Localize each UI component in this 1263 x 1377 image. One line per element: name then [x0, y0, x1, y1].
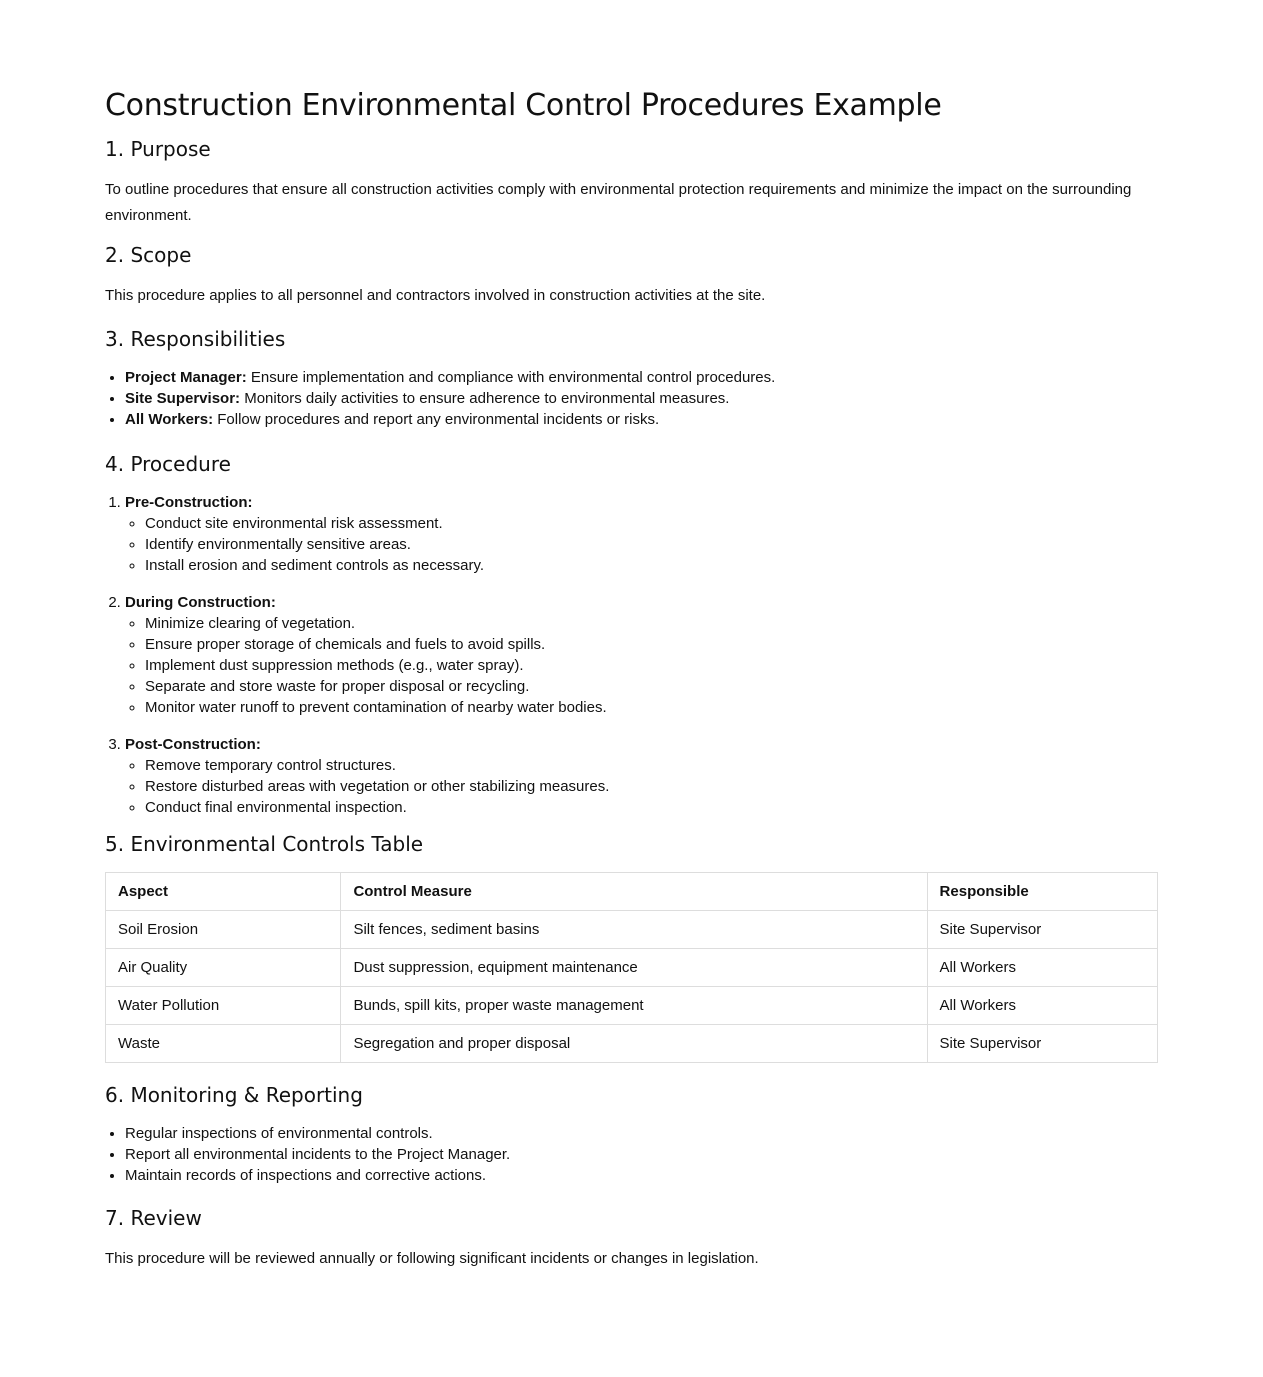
- list-item: ◦ Identify environmentally sensitive areas.: [145, 534, 1158, 555]
- list-item: ◦ Minimize clearing of vegetation.: [145, 613, 1158, 634]
- table-cell: Silt fences, sediment basins: [341, 911, 927, 949]
- heading-purpose: 1. Purpose: [105, 137, 211, 161]
- list-item: ◦ Conduct site environmental risk assessment.: [145, 513, 1158, 534]
- list-item: • Report all environmental incidents to the Project Manager.: [125, 1144, 1158, 1165]
- column-header: Control Measure: [341, 873, 927, 911]
- column-header: Responsible: [927, 873, 1157, 911]
- step-label: Post-Construction:: [125, 736, 261, 753]
- list-item: [125, 367, 1158, 388]
- step-label: Pre-Construction:: [125, 494, 253, 511]
- heading-table: 5. Environmental Controls Table: [105, 832, 424, 856]
- table-cell: Soil Erosion: [106, 911, 341, 949]
- table-row: [106, 949, 1158, 987]
- heading-responsibilities: 3. Responsibilities: [105, 327, 286, 351]
- list-item: ◦ Restore disturbed areas with vegetation or other stabilizing measures.: [145, 776, 1158, 797]
- list-item: ◦ Ensure proper storage of chemicals and fuels to avoid spills.: [145, 634, 1158, 655]
- table-cell: Site Supervisor: [927, 1025, 1157, 1063]
- role-label: Project Manager:: [125, 369, 247, 386]
- step-items: [125, 755, 1158, 818]
- table-cell: Water Pollution: [106, 987, 341, 1025]
- procedure-step: [125, 492, 1158, 576]
- page-title: Construction Environmental Control Procedures Example: [105, 88, 942, 123]
- table-cell: Segregation and proper disposal: [341, 1025, 927, 1063]
- step-label: During Construction:: [125, 594, 276, 611]
- monitoring-list: [105, 1123, 1158, 1186]
- role-text: Ensure implementation and compliance with environmental control procedures.: [246, 369, 776, 386]
- step-items: [125, 513, 1158, 576]
- list-item: [125, 409, 1158, 430]
- procedure-step: [125, 734, 1158, 818]
- column-header: Aspect: [106, 873, 341, 911]
- list-item: • Maintain records of inspections and corrective actions.: [125, 1165, 1158, 1186]
- procedure-step: [125, 592, 1158, 718]
- table-cell: Dust suppression, equipment maintenance: [341, 949, 927, 987]
- table-row: [106, 1025, 1158, 1063]
- table-cell: Site Supervisor: [927, 911, 1157, 949]
- table-cell: All Workers: [927, 949, 1157, 987]
- scope-text: This procedure applies to all personnel and contractors involved in construction activities at the site.: [105, 287, 766, 304]
- heading-monitoring: 6. Monitoring & Reporting: [105, 1083, 363, 1107]
- table-row: [106, 911, 1158, 949]
- list-item: ◦ Install erosion and sediment controls as necessary.: [145, 555, 1158, 576]
- review-text: This procedure will be reviewed annually or following significant incidents or changes in legislation.: [105, 1250, 759, 1267]
- list-item: • Regular inspections of environmental controls.: [125, 1123, 1158, 1144]
- heading-procedure: 4. Procedure: [105, 452, 231, 476]
- role-text: Follow procedures and report any environmental incidents or risks.: [213, 411, 660, 428]
- list-item: ◦ Conduct final environmental inspection.: [145, 797, 1158, 818]
- table-cell: Waste: [106, 1025, 341, 1063]
- list-item: ◦ Monitor water runoff to prevent contamination of nearby water bodies.: [145, 697, 1158, 718]
- purpose-text: To outline procedures that ensure all construction activities comply with environmental protection requirements and minimize the impact on the surrounding environment.: [105, 181, 1132, 224]
- responsibilities-list: [105, 367, 1158, 430]
- role-label: All Workers:: [125, 411, 214, 428]
- list-item: ◦ Remove temporary control structures.: [145, 755, 1158, 776]
- table-cell: Air Quality: [106, 949, 341, 987]
- procedure-list: [105, 492, 1158, 818]
- role-text: Monitors daily activities to ensure adherence to environmental measures.: [240, 390, 730, 407]
- list-item: ◦ Implement dust suppression methods (e.g., water spray).: [145, 655, 1158, 676]
- heading-scope: 2. Scope: [105, 243, 192, 267]
- table-cell: All Workers: [927, 987, 1157, 1025]
- list-item: [125, 388, 1158, 409]
- controls-table: [105, 872, 1158, 1063]
- step-items: [125, 613, 1158, 718]
- role-label: Site Supervisor:: [125, 390, 241, 407]
- heading-review: 7. Review: [105, 1206, 202, 1230]
- list-item: ◦ Separate and store waste for proper disposal or recycling.: [145, 676, 1158, 697]
- table-row: [106, 987, 1158, 1025]
- table-cell: Bunds, spill kits, proper waste management: [341, 987, 927, 1025]
